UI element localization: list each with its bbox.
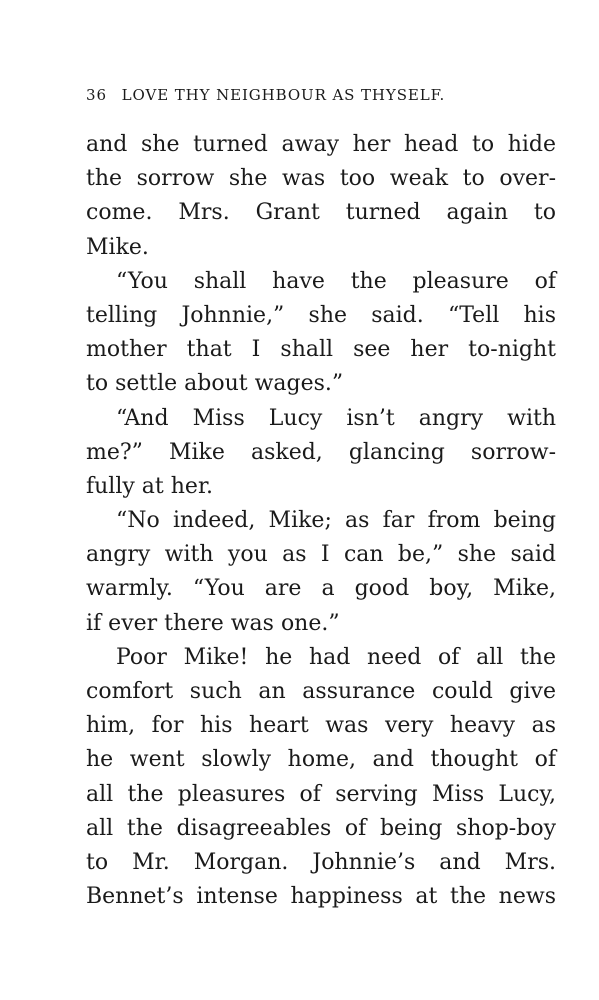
text-line: if ever there was one.” bbox=[86, 610, 340, 636]
text-line: come. Mrs. Grant turned again to bbox=[86, 200, 556, 226]
text-line: telling Johnnie,” she said. “Tell his bbox=[86, 302, 556, 328]
text-line: me?” Mike asked, glancing sorrow- bbox=[86, 439, 556, 465]
text-line: he went slowly home, and thought of bbox=[86, 747, 556, 773]
text-line: Bennet’s intense happiness at the news bbox=[86, 884, 556, 910]
text-line: mother that I shall see her to-night bbox=[86, 337, 556, 363]
text-line: warmly. “You are a good boy, Mike, bbox=[86, 576, 556, 602]
text-line: Mike. bbox=[86, 234, 149, 260]
body-text bbox=[86, 128, 556, 914]
text-line: all the pleasures of serving Miss Lucy, bbox=[86, 781, 556, 807]
text-line: “You shall have the pleasure of bbox=[116, 268, 556, 294]
text-line: the sorrow she was too weak to over- bbox=[86, 166, 556, 192]
page-number: 36 bbox=[86, 86, 107, 104]
text-line: and she turned away her head to hide bbox=[86, 132, 556, 157]
text-line: him, for his heart was very heavy as bbox=[86, 713, 556, 739]
text-line: Poor Mike! he had need of all the bbox=[116, 644, 556, 670]
running-title: LOVE THY NEIGHBOUR AS THYSELF. bbox=[121, 86, 446, 104]
text-line: fully at her. bbox=[86, 473, 214, 499]
text-line: angry with you as I can be,” she said bbox=[86, 542, 556, 568]
text-line: “And Miss Lucy isn’t angry with bbox=[116, 405, 556, 431]
text-line: “No indeed, Mike; as far from being bbox=[116, 508, 556, 534]
text-line: comfort such an assurance could give bbox=[86, 679, 556, 704]
text-line: to settle about wages.” bbox=[86, 371, 344, 397]
text-line: to Mr. Morgan. Johnnie’s and Mrs. bbox=[86, 849, 556, 875]
text-line: all the disagreeables of being shop-boy bbox=[86, 815, 556, 841]
running-head bbox=[86, 86, 526, 108]
